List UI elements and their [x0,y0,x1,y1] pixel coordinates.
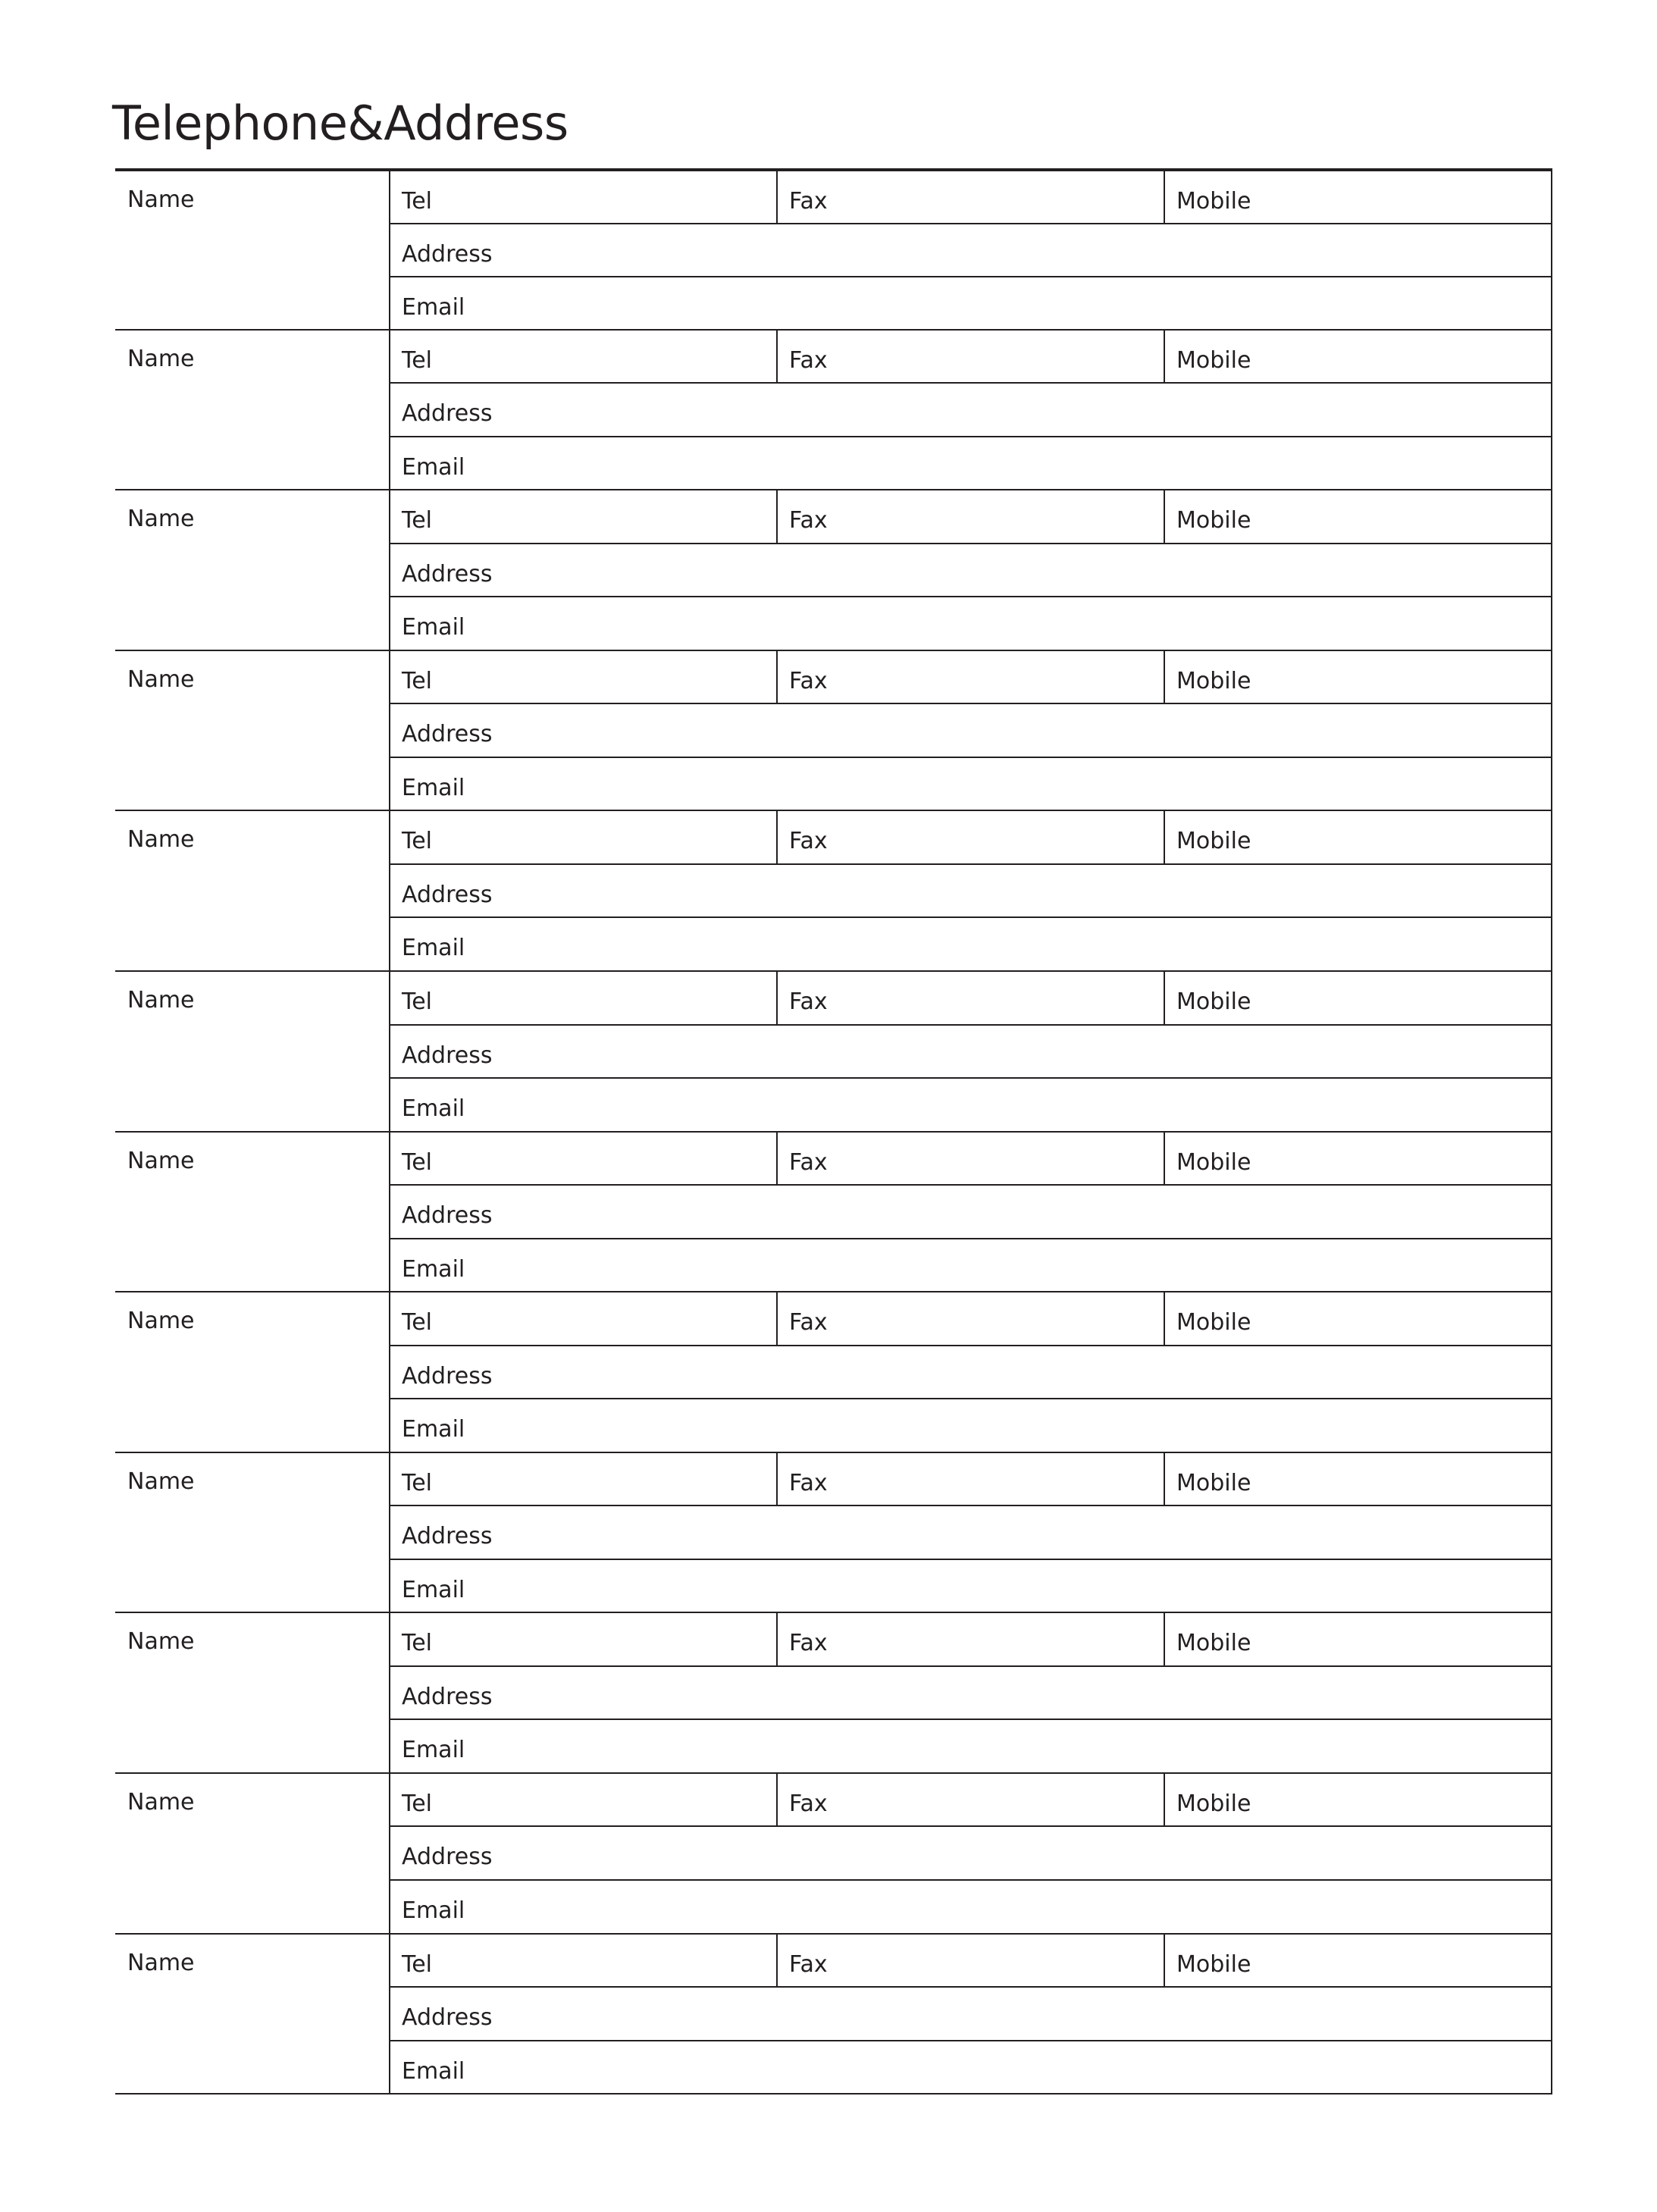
address-field[interactable] [390,1827,1551,1879]
tel-field[interactable] [390,972,776,1024]
address-field[interactable] [390,1667,1551,1719]
address-field[interactable] [390,1506,1551,1559]
address-field[interactable] [390,544,1551,597]
fax-label: Fax [789,1148,828,1176]
email-field[interactable] [390,277,1551,329]
email-line [390,1238,1551,1292]
fax-label: Fax [789,988,828,1015]
address-field[interactable] [390,1346,1551,1399]
contact-entry [115,490,1552,651]
address-field[interactable] [390,704,1551,757]
fax-field[interactable] [776,490,1164,543]
contact-fields [390,1292,1552,1452]
mobile-field[interactable] [1164,1292,1551,1345]
name-field[interactable] [115,1292,390,1452]
name-label: Name [127,1468,195,1495]
fax-field[interactable] [776,972,1164,1024]
address-field[interactable] [390,1026,1551,1078]
mobile-field[interactable] [1164,1613,1551,1665]
email-line [390,1879,1551,1933]
fax-label: Fax [789,1309,828,1336]
contact-fields [390,1935,1552,2094]
mobile-label: Mobile [1176,1469,1251,1496]
email-line [390,596,1551,650]
phone-line [390,490,1551,543]
tel-label: Tel [402,1630,433,1657]
contact-fields [390,490,1552,650]
contact-entry [115,1935,1552,2095]
fax-label: Fax [789,1790,828,1817]
email-line [390,1559,1551,1612]
address-label: Address [402,1362,493,1390]
contact-entry [115,1453,1552,1614]
mobile-label: Mobile [1176,1950,1251,1978]
phone-line [390,171,1551,223]
mobile-label: Mobile [1176,667,1251,694]
mobile-field[interactable] [1164,1774,1551,1826]
address-field[interactable] [390,1186,1551,1238]
email-line [390,757,1551,810]
name-field[interactable] [115,972,390,1131]
email-field[interactable] [390,918,1551,970]
name-field[interactable] [115,1453,390,1612]
mobile-field[interactable] [1164,972,1551,1024]
fax-field[interactable] [776,1292,1164,1345]
mobile-field[interactable] [1164,1133,1551,1185]
mobile-label: Mobile [1176,507,1251,534]
name-label: Name [127,1147,195,1174]
mobile-label: Mobile [1176,828,1251,855]
tel-field[interactable] [390,1935,776,1987]
tel-label: Tel [402,1950,433,1978]
fax-field[interactable] [776,811,1164,863]
name-label: Name [127,506,195,533]
email-field[interactable] [390,2041,1551,2094]
fax-label: Fax [789,667,828,694]
name-label: Name [127,1308,195,1335]
tel-label: Tel [402,1148,433,1176]
address-line [390,1825,1551,1879]
email-field[interactable] [390,1560,1551,1612]
name-label: Name [127,666,195,693]
contact-fields [390,1133,1552,1292]
name-field[interactable] [115,331,390,490]
phone-line [390,811,1551,863]
fax-field[interactable] [776,331,1164,383]
contact-entry [115,972,1552,1133]
address-label: Address [402,2004,493,2032]
mobile-field[interactable] [1164,1453,1551,1505]
name-field[interactable] [115,811,390,970]
name-label: Name [127,986,195,1014]
page-title: Telephone&Address [112,96,569,151]
contact-entry [115,811,1552,972]
phone-line [390,1133,1551,1185]
address-label: Address [402,400,493,428]
phone-line [390,972,1551,1024]
fax-label: Fax [789,1630,828,1657]
tel-field[interactable] [390,1774,776,1826]
mobile-field[interactable] [1164,490,1551,543]
email-field[interactable] [390,1720,1551,1772]
address-label: Address [402,721,493,748]
name-field[interactable] [115,1935,390,2094]
name-field[interactable] [115,1133,390,1292]
mobile-label: Mobile [1176,1309,1251,1336]
name-field[interactable] [115,651,390,810]
fax-field[interactable] [776,1133,1164,1185]
fax-label: Fax [789,1950,828,1978]
contact-fields [390,1453,1552,1612]
address-line [390,863,1551,917]
email-label: Email [402,1737,465,1764]
address-book-sheet [115,168,1552,2095]
name-field[interactable] [115,490,390,650]
email-field[interactable] [390,758,1551,810]
email-line [390,436,1551,490]
address-line [390,1184,1551,1238]
fax-label: Fax [789,346,828,374]
tel-label: Tel [402,1309,433,1336]
address-field[interactable] [390,384,1551,436]
name-field[interactable] [115,171,390,329]
address-label: Address [402,1523,493,1550]
address-label: Address [402,881,493,908]
mobile-field[interactable] [1164,1935,1551,1987]
phone-line [390,1613,1551,1665]
email-label: Email [402,1255,465,1283]
contact-entry [115,331,1552,491]
email-label: Email [402,774,465,801]
fax-label: Fax [789,188,828,215]
phone-line [390,1935,1551,1987]
phone-line [390,1292,1551,1345]
mobile-field[interactable] [1164,171,1551,223]
address-line [390,1024,1551,1078]
tel-label: Tel [402,507,433,534]
name-label: Name [127,345,195,372]
fax-label: Fax [789,1469,828,1496]
tel-field[interactable] [390,1292,776,1345]
contact-fields [390,171,1552,329]
contact-fields [390,972,1552,1131]
fax-field[interactable] [776,1613,1164,1665]
mobile-label: Mobile [1176,988,1251,1015]
email-line [390,276,1551,329]
email-field[interactable] [390,1881,1551,1933]
tel-label: Tel [402,828,433,855]
email-line [390,1077,1551,1131]
contact-entry [115,171,1552,331]
email-field[interactable] [390,1079,1551,1131]
address-label: Address [402,1844,493,1871]
contact-fields [390,651,1552,810]
email-label: Email [402,293,465,321]
tel-field[interactable] [390,331,776,383]
name-label: Name [127,1628,195,1656]
name-label: Name [127,1788,195,1816]
fax-label: Fax [789,507,828,534]
phone-line [390,1453,1551,1505]
tel-field[interactable] [390,1613,776,1665]
tel-label: Tel [402,988,433,1015]
address-label: Address [402,560,493,587]
email-line [390,1719,1551,1772]
address-label: Address [402,1042,493,1069]
email-line [390,2040,1551,2094]
contact-fields [390,331,1552,490]
tel-field[interactable] [390,651,776,703]
tel-label: Tel [402,188,433,215]
email-field[interactable] [390,1239,1551,1292]
contact-entry [115,1133,1552,1293]
fax-field[interactable] [776,1453,1164,1505]
contact-entry [115,1774,1552,1935]
address-label: Address [402,1202,493,1230]
address-line [390,703,1551,757]
mobile-label: Mobile [1176,1148,1251,1176]
address-field[interactable] [390,865,1551,917]
email-line [390,1398,1551,1452]
email-label: Email [402,1576,465,1603]
mobile-field[interactable] [1164,811,1551,863]
mobile-field[interactable] [1164,331,1551,383]
address-label: Address [402,1683,493,1710]
name-label: Name [127,186,195,213]
fax-field[interactable] [776,1935,1164,1987]
name-field[interactable] [115,1613,390,1772]
email-label: Email [402,1416,465,1443]
contact-entry [115,651,1552,812]
mobile-field[interactable] [1164,651,1551,703]
contact-entry [115,1613,1552,1774]
tel-label: Tel [402,1790,433,1817]
fax-field[interactable] [776,171,1164,223]
address-line [390,382,1551,436]
email-label: Email [402,2057,465,2085]
tel-field[interactable] [390,1133,776,1185]
mobile-label: Mobile [1176,1790,1251,1817]
tel-field[interactable] [390,811,776,863]
name-label: Name [127,1949,195,1976]
email-label: Email [402,935,465,962]
tel-label: Tel [402,346,433,374]
mobile-label: Mobile [1176,346,1251,374]
tel-field[interactable] [390,490,776,543]
phone-line [390,1774,1551,1826]
fax-field[interactable] [776,1774,1164,1826]
contact-fields [390,811,1552,970]
contact-fields [390,1774,1552,1933]
tel-field[interactable] [390,1453,776,1505]
email-label: Email [402,1897,465,1924]
phone-line [390,331,1551,383]
address-line [390,223,1551,276]
address-field[interactable] [390,1988,1551,2040]
fax-field[interactable] [776,651,1164,703]
email-label: Email [402,453,465,481]
contact-entry [115,1292,1552,1453]
name-field[interactable] [115,1774,390,1933]
address-line [390,1986,1551,2040]
address-field[interactable] [390,224,1551,276]
email-label: Email [402,614,465,641]
email-field[interactable] [390,437,1551,490]
contact-fields [390,1613,1552,1772]
tel-field[interactable] [390,171,776,223]
address-line [390,543,1551,597]
email-field[interactable] [390,597,1551,650]
address-label: Address [402,240,493,268]
fax-label: Fax [789,828,828,855]
tel-label: Tel [402,1469,433,1496]
mobile-label: Mobile [1176,1630,1251,1657]
name-label: Name [127,826,195,854]
address-line [390,1345,1551,1399]
address-line [390,1505,1551,1559]
email-line [390,916,1551,970]
tel-label: Tel [402,667,433,694]
email-field[interactable] [390,1399,1551,1452]
email-label: Email [402,1095,465,1123]
mobile-label: Mobile [1176,188,1251,215]
address-line [390,1665,1551,1719]
phone-line [390,651,1551,703]
